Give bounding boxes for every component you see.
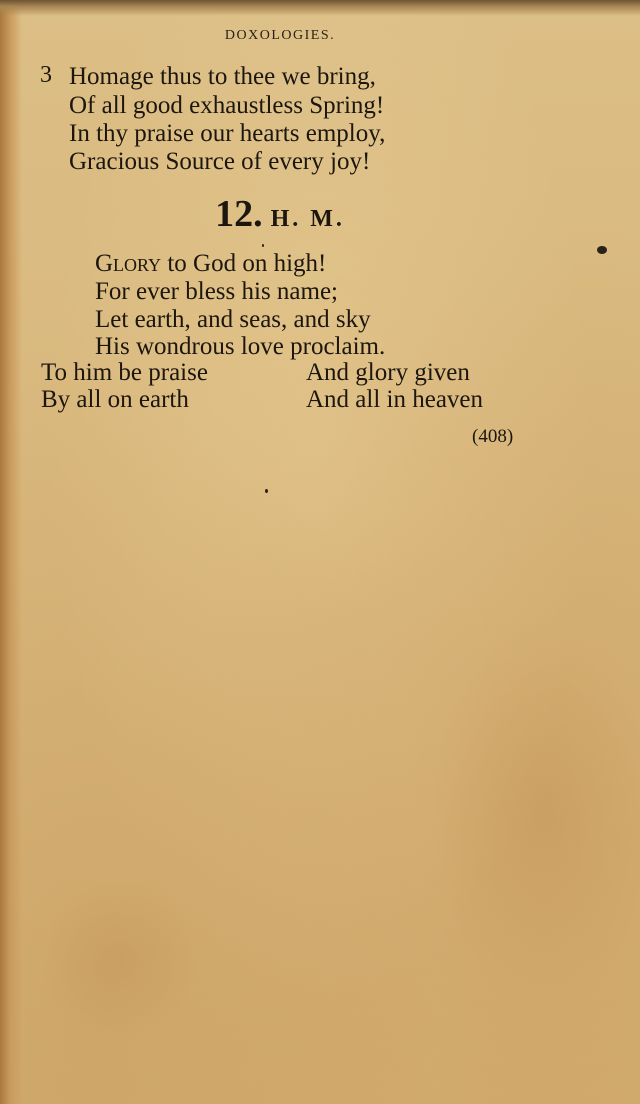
hymn-meter: H. M. — [270, 206, 345, 232]
couplet-right: And glory given — [306, 359, 470, 386]
hymn-number: 12. — [215, 193, 263, 235]
verse-line: Gracious Source of every joy! — [69, 148, 371, 175]
paper-stain — [40, 880, 200, 1040]
page-top-edge — [0, 0, 640, 16]
ink-speck — [265, 489, 268, 493]
couplet-left: By all on earth — [41, 386, 189, 413]
ink-speck — [262, 244, 264, 247]
paper-stain — [200, 500, 500, 760]
running-header: DOXOLOGIES. — [224, 28, 336, 43]
page-left-edge — [0, 0, 22, 1104]
first-word: Glory — [95, 250, 162, 277]
couplet-left: To him be praise — [41, 359, 208, 386]
verse-line: Homage thus to thee we bring, — [69, 63, 376, 90]
couplet-right: And all in heaven — [306, 386, 484, 413]
page-number: (408) — [472, 426, 514, 447]
verse-number: 3 — [40, 62, 52, 88]
hymn-heading — [0, 192, 560, 236]
hymn-line — [95, 250, 326, 278]
hymn-line: His wondrous love proclaim. — [95, 333, 386, 360]
ink-speck — [597, 246, 607, 254]
hymn-line: For ever bless his name; — [95, 278, 339, 305]
first-line-rest: to God on high! — [161, 250, 327, 277]
verse-line: In thy praise our hearts employ, — [69, 120, 386, 147]
hymn-line: Let earth, and seas, and sky — [95, 306, 371, 333]
verse-line: Of all good exhaustless Spring! — [69, 92, 385, 119]
